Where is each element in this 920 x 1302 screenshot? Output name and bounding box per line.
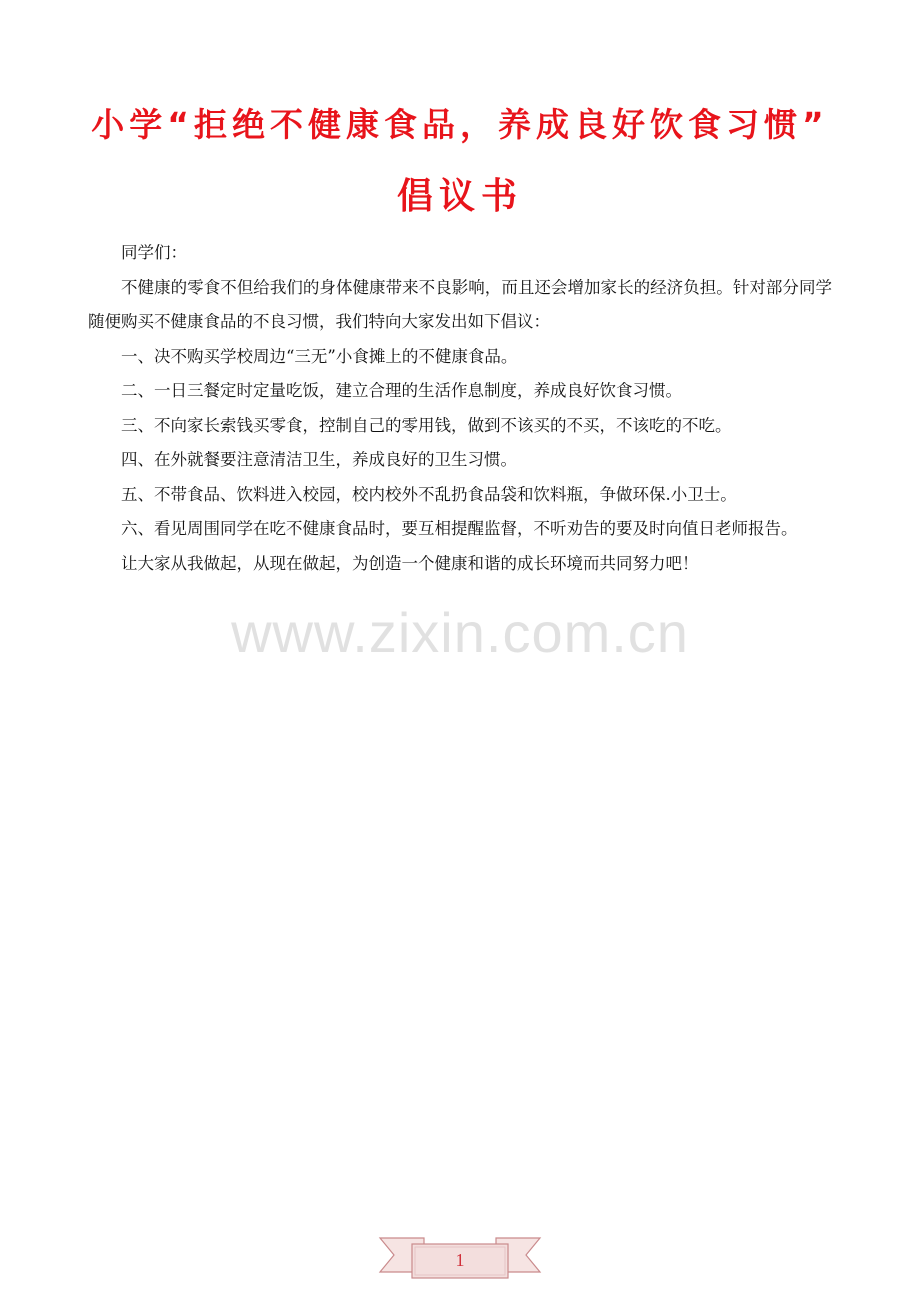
- proposal-item-2: 二、一日三餐定时定量吃饭，建立合理的生活作息制度，养成良好饮食习惯。: [121, 381, 682, 400]
- document-title-line1: 小学“拒绝不健康食品，养成良好饮食习惯”: [91, 105, 829, 144]
- document-title-line2: 倡议书: [396, 176, 523, 217]
- page-number: 1: [455, 1250, 465, 1270]
- proposal-item-3: 三、不向家长索钱买零食，控制自己的零用钱，做到不该买的不买，不该吃的不吃。: [121, 415, 732, 435]
- intro-paragraph: 不健康的零食不但给我们的身体健康带来不良影响，而且还会增加家长的经济负担。针对部分同学随便购买不健康食品的不良习惯，我们特向大家发出如下倡议：: [88, 277, 832, 331]
- document-body: [88, 236, 832, 581]
- proposal-item-5: 五、不带食品、饮料进入校园，校内校外不乱扔食品袋和饮料瓶，争做环保.小卫士。: [121, 484, 737, 504]
- proposal-item-6: 六、看见周围同学在吃不健康食品时，要互相提醒监督，不听劝告的要及时向值日老师报告。: [121, 519, 798, 538]
- salutation: 同学们：: [121, 243, 187, 262]
- proposal-item-1: 一、决不购买学校周边“三无”小食摊上的不健康食品。: [121, 346, 518, 366]
- watermark: www.zixin.com.cn: [231, 601, 689, 664]
- proposal-item-4: 四、在外就餐要注意清洁卫生，养成良好的卫生习惯。: [121, 450, 517, 469]
- page-number-badge: [378, 1234, 542, 1286]
- closing-paragraph: 让大家从我做起，从现在做起，为创造一个健康和谐的成长环境而共同努力吧！: [121, 553, 699, 573]
